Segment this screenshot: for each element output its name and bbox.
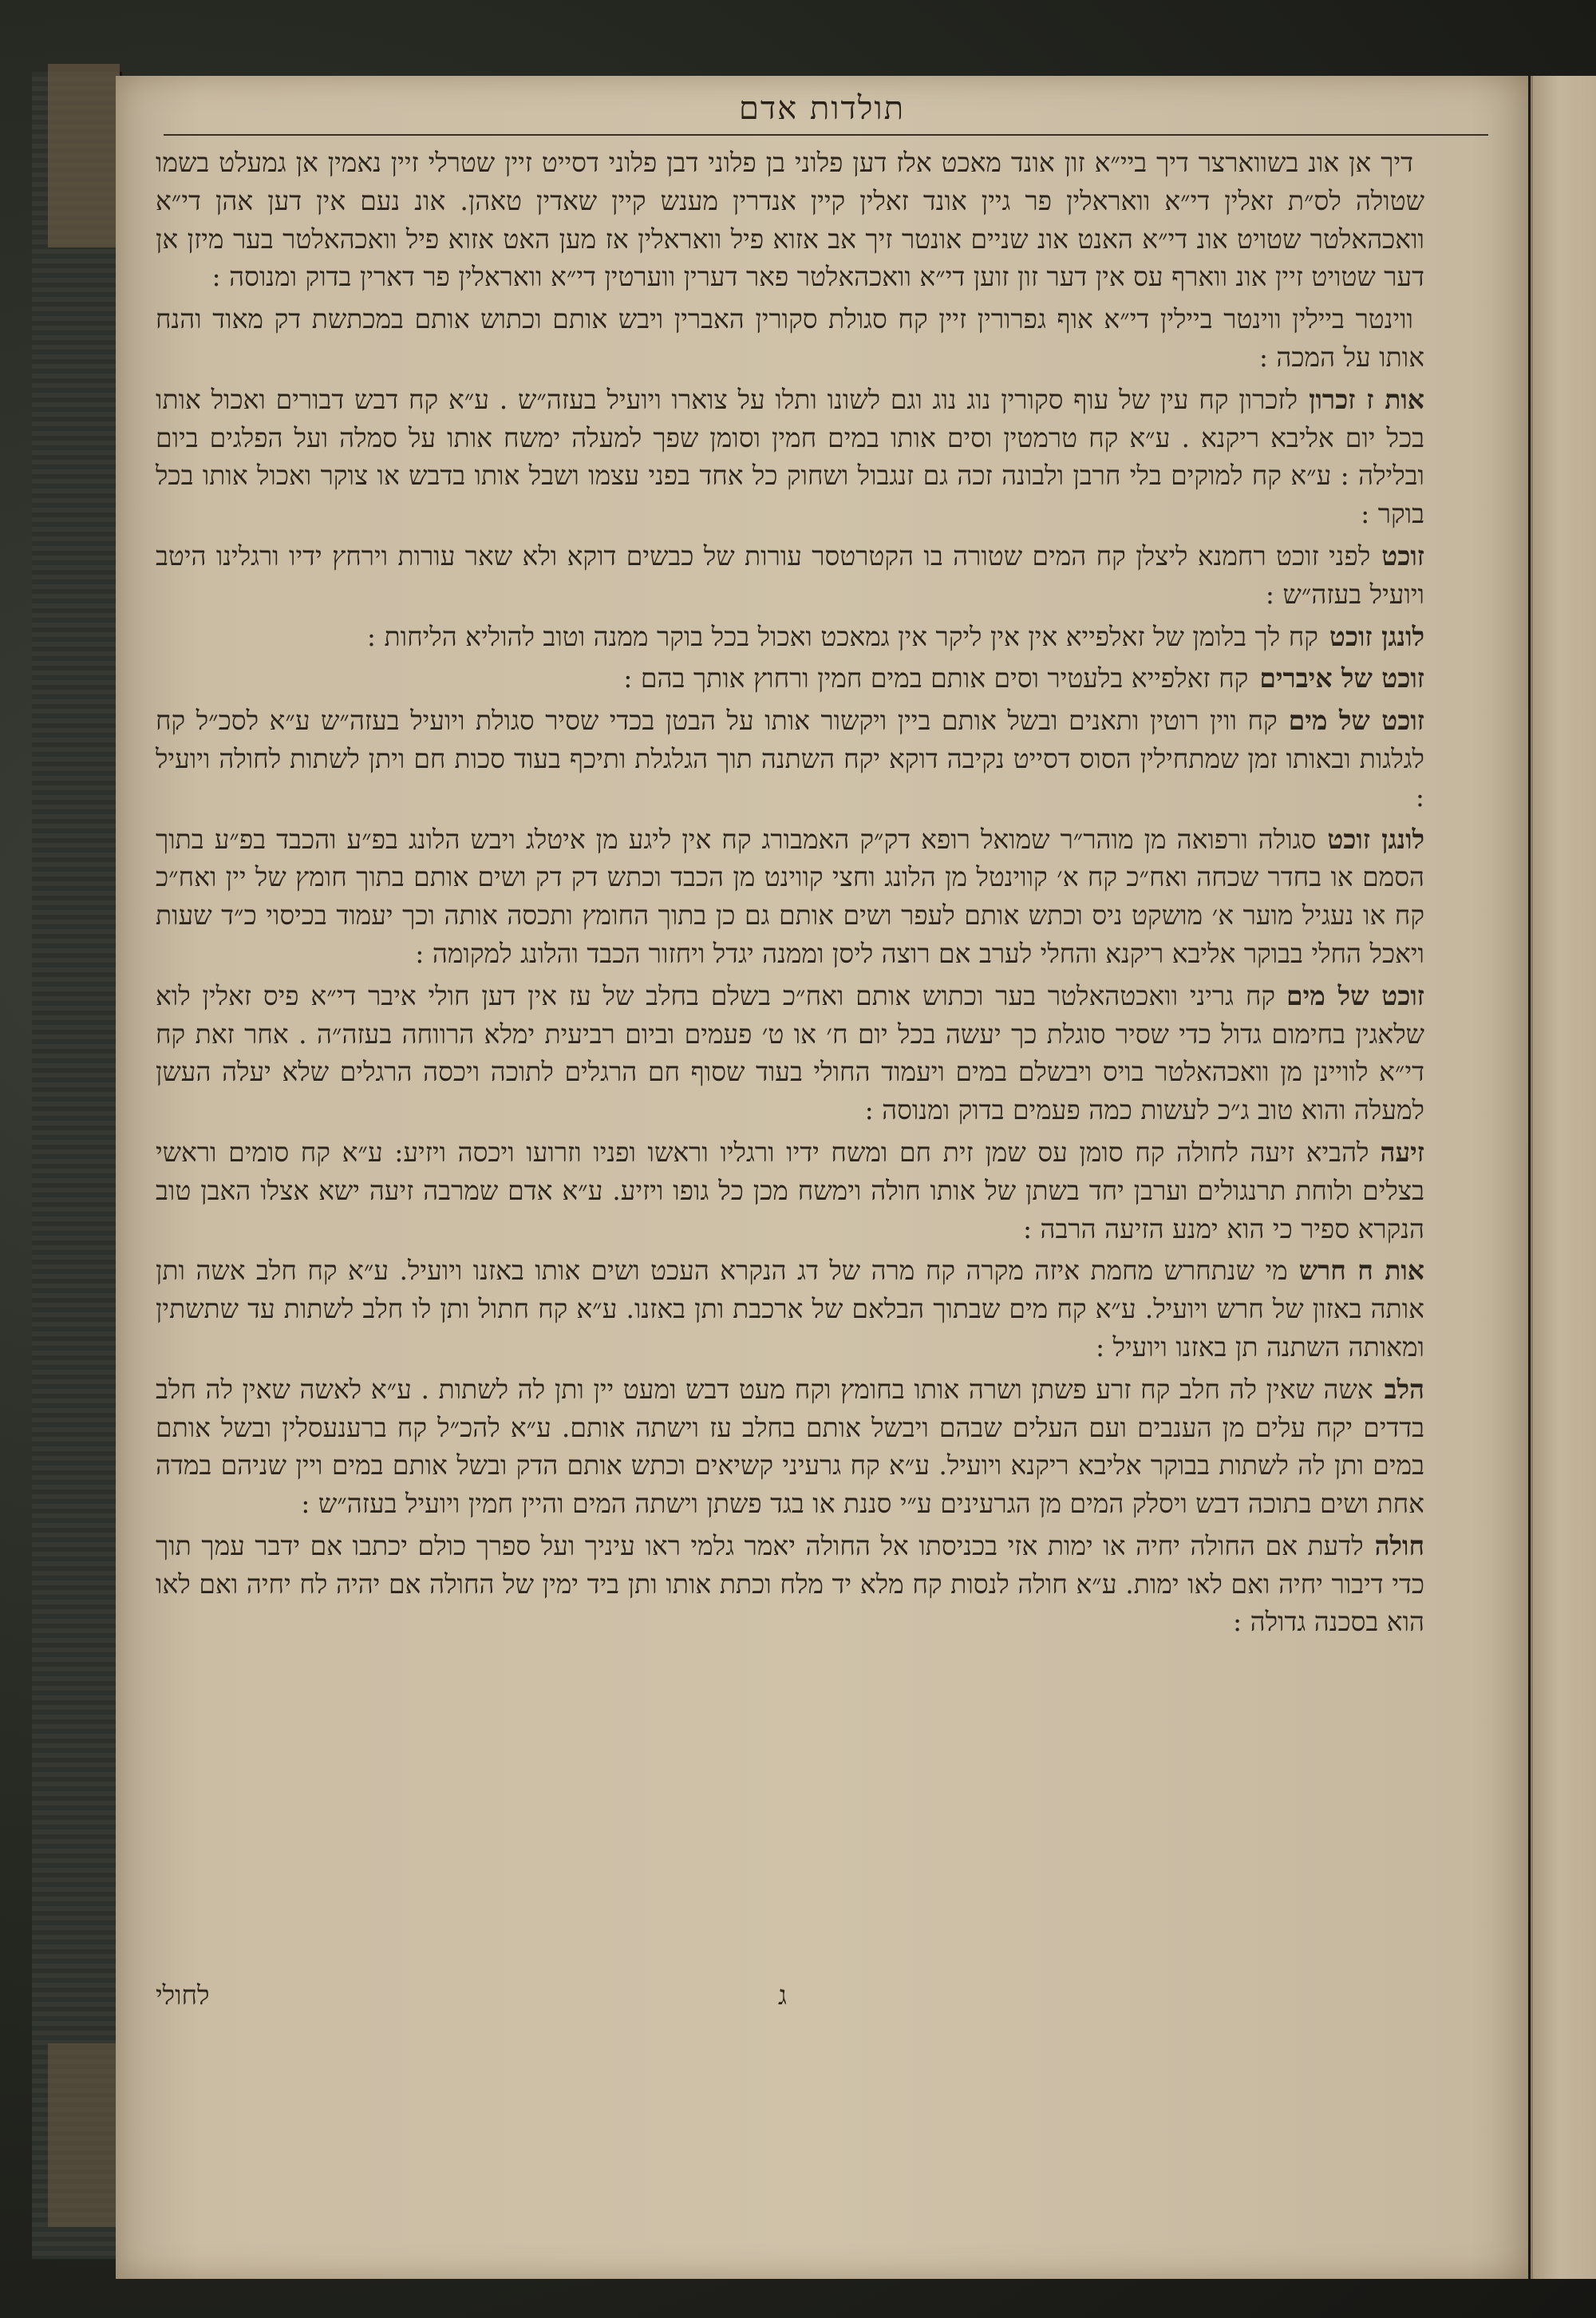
entry-text: לדעת אם החולה יחיה או ימות אזי בכניסתו אל החולה יאמר גלמי ראו עיניך ועל ספרך כולם יכתבו אם ידבר עמך תוך כדי דיבור יחיה ואם לאו ימות. ע״א חולה לנסות קח מלא יד מלח וכתת אותו ותן ביד ימין של החולה אם יהיה לח יחיה ואם לאו הוא בסכנה גדולה : [156, 1529, 1424, 1638]
entry-8 [156, 821, 1424, 973]
entry-text: דיך אן אונ בשווארצר דיך ביי״א זון אונד מאכט אלז דען פלוני בן פלוני דבן פלוני דסייט זיין שטרלי זיין נאמין אן גמעלט בשמו שטולה לס״ת זאלין די״א וואראלין פר גיין אונד זאלין קיין אנדרין מענש קיין שאדין טאהן. אונ נעם אין דען אהן די״א וואכהאלטר שטויט אונ די״א האנט אונ שניים אונטר זיך אב אזוא פיל וואראלין אז מען האט אזוא פיל וואכהאלטר בער מיזן אן דער שטויט זיין אונ ווארף עס אין דער זון זוען די״א וואכהאלטר פאר דערין ווערטין די״א וואראלין פר דארין בדוק ומנוסה : [156, 147, 1424, 293]
entry-text: ווינטר ביילין ווינטר ביילין די״א אוף גפרורין זיין קח סגולת סקורין האברין ויבש אותם וכתוש אותם במכתשת דק מאוד והנח אותו על המכה : [156, 303, 1424, 373]
book-spine [32, 72, 122, 2259]
entry-11 [156, 1252, 1424, 1366]
entry-5 [156, 618, 1424, 656]
entry-1 [156, 144, 1424, 296]
entry-head: אות ז זכרון [1309, 383, 1424, 415]
entry-text: קח ווין רוטין ותאנים ובשל אותם ביין ויקשור אותו על הבטן בכדי שסיר סגולת ויועיל בעזה״ש ע״א לסכ״ל קח לגלגות ובאותו זמן שמתחילין הסוס דסייט נקיבה דוקא יקח השתנה תוך הגלגלת ותיכף בעוד סכות חם ויתן לשתות לחולה ויועיל : [156, 705, 1424, 813]
page-footer [156, 1980, 1424, 2018]
entry-text: לזכרון קח עין של עוף סקורין נוג נוג וגם לשונו ותלו על צוארו ויועיל בעזה״ש . ע״א קח דבש דבורים ואכול אותו בכל יום אליבא ריקנא . ע״א קח טרמטין וסים אותו במים חמין וסומן שפך למעלה ימשח אותו על סמלה ועל הפלגים ביום ובלילה : ע״א קח למוקים בלי חרבן ולבונה זכה גם זנגבול ושחוק כל אחד בפני עצמו ושבל אותו בדבש או צוקר ואכול אותו בכל בוקר : [156, 383, 1424, 530]
header-rule [164, 134, 1488, 136]
entry-head: זוכט של מים [1286, 979, 1424, 1011]
entry-head: חולה [1374, 1529, 1424, 1561]
page-signature: ג [778, 1980, 787, 2011]
running-head: תולדות אדם [738, 90, 906, 127]
entry-4 [156, 537, 1424, 614]
entry-text: מי שנתחרש מחמת איזה מקרה קח מרה של דג הנקרא העכט ושים אותו באזנו ויועיל. ע״א קח חלב אשה ותן אותה באזון של חרש ויועיל. ע״א קח מים שבתוך הבלאם של ארכבת ותן באזנו. ע״א קח חתול ותן לו חלב לשתות עד שתשתין ומאותה השתנה תן באזנו ויועיל : [156, 1255, 1424, 1363]
entry-head: זוכט של מים [1288, 705, 1425, 737]
entry-head: הלב [1384, 1373, 1424, 1405]
entry-9 [156, 977, 1424, 1129]
entry-head: זוכט של איברים [1259, 663, 1424, 694]
entry-text: אשה שאין לה חלב קח זרע פשתן ושרה אותו בחומץ וקח מעט דבש ומעט יין ותן לה לשתות . ע״א לאשה שאין לה חלב בדדים יקח עלים מן הענבים ועם העלים שבהם ויבשל אותם בחלב עז וישתה אותם. ע״א להכ״ל קח ברענעסלין ובשל אותם במים ותן לה לשתות בבוקר אליבא ריקנא ויועיל. ע״א קח גרעיני קשיאים וכתש אותם הדק ובשל אותם במים ויין שניהם במדה אחת ושים בתוכה דבש ויסלק המים מן הגרעינים ע״י סננת או בגד פשתן וישתה המים והיין חמין ויועיל בעזה״ש : [156, 1373, 1424, 1520]
entry-text: לפני זוכט רחמנא ליצלן קח המים שטורה בו הקטרטסר עורות של כבשים דוקא ולא שאר עורות וירחץ ידיו ורגלינו היטב ויועיל בעזה״ש : [156, 540, 1424, 610]
worn-cover-corner-top [48, 64, 120, 247]
entry-text: סגולה ורפואה מן מוהר״ר שמואל רופא דק״ק האמבורג קח אין ליגע מן איטלג ויבש הלונג בפ״ע והכבד בפ״ע בתוך הסמם או בחדר שכחה ואח״כ קח א׳ קווינטל מן הלונג וחצי קווינט מן הכבד וכתש דק דק ושים אותם בתוך חומץ של יין ואח״כ קח או נעגיל מוער א׳ מושקט ניס וכתש אותם לעפר ושים אותם גם כן בתוך החומץ ותכסה אותה וכך יעמוד בכיסוי כ״ד שעות ויאכל החלי בבוקר אליבא ריקנא והחלי לערב אם רוצה ליסן וממנה יגדל ויחזור הכבד והלונג למקומה : [156, 823, 1424, 969]
entry-text: קח לך בלומן של זאלפייא אין אין ליקר אין גמאכט ואכול בכל בוקר ממנה וטוב להוליא הליחות : [366, 620, 1318, 652]
entry-head: זוכט [1381, 540, 1424, 572]
facing-page-edge [1531, 76, 1596, 2279]
entry-head: לונגן זוכט [1329, 620, 1424, 652]
entry-12 [156, 1371, 1424, 1523]
entry-text: קח זאלפייא בלעטיר וסים אותם במים חמין ורחוץ אותך בהם : [623, 663, 1249, 694]
entry-2 [156, 300, 1424, 377]
entry-10 [156, 1133, 1424, 1248]
entry-6 [156, 659, 1424, 698]
entry-7 [156, 702, 1424, 816]
entry-13 [156, 1527, 1424, 1641]
worn-cover-corner-bottom [48, 2043, 120, 2227]
entry-head: אות ח חרש [1298, 1255, 1424, 1287]
catchword: לחולי [156, 1980, 210, 2011]
entry-head: לונגן זוכט [1327, 823, 1425, 855]
entry-head: זיעה [1380, 1136, 1424, 1168]
entry-3 [156, 381, 1424, 533]
page-text [156, 144, 1424, 1645]
entry-text: להביא זיעה לחולה קח סומן עס שמן זית חם ומשח ידיו ורגליו וראשו ופניו וזרועו ויכסה ויזיע: ע״א קח סומים וראשי בצלים ולוחת תרנגולים וערבן יחד בשתן של אותו חולה וימשח מכן כל גופו ויזיע. ע״א אדם שמרבה זיעה ישא אצלו האבן טוב הנקרא ספיר כי הוא ימנע הזיעה הרבה : [156, 1136, 1424, 1244]
entry-text: קח גריני וואכטהאלטר בער וכתוש אותם ואח״כ בשלם בחלב של עז אין דען חולי איבר די״א פיס זאלין לוא שלאגין בחימום גדול כדי שסיר סוגלת כך יעשה בכל יום ח׳ או ט׳ פעמים וביום רביעית ימלא הרווחה בעזה״ה . אחר זאת קח די״א לוויינן מן וואכהאלטר בויס ויבשלם במים ויעמוד החולי בעוד שסוף חם הרגלים לתוכה ויכסה הרגלים שלא יעלה העשן למעלה והוא טוב ג״כ לעשות כמה פעמים בדוק ומנוסה : [156, 979, 1424, 1126]
